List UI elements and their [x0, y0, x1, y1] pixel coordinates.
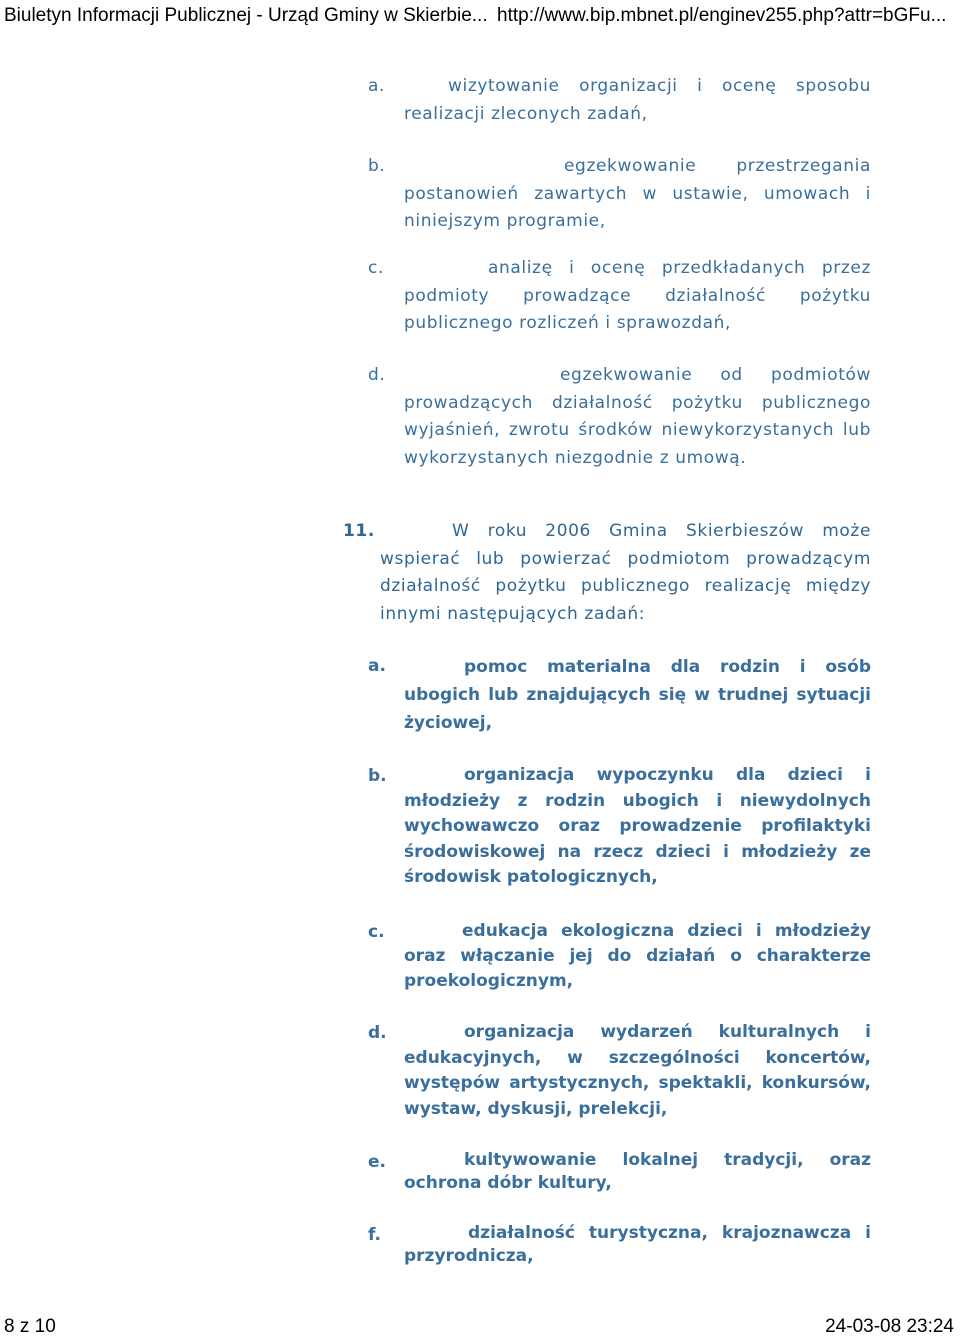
list-item-text: wizytowanie organizacji i ocenę sposobu realizacji zleconych zadań,: [404, 76, 871, 124]
page-number: 8 z 10: [4, 1316, 56, 1337]
print-datetime: 24-03-08 23:24: [825, 1316, 954, 1337]
list-item-text: egzekwowanie od podmiotów prowadzących działalność pożytku publicznego wyjaśnień, zwrotu środków niewykorzystanych lub wykorzystanych niezgodnie z umową.: [404, 365, 871, 468]
list-item-text: kultywowanie lokalnej tradycji, oraz ochrona dóbr kultury,: [404, 1150, 871, 1193]
list-marker: c.: [368, 258, 384, 278]
list-marker: a.: [368, 76, 386, 96]
browser-print-header: [0, 0, 960, 36]
list-item-text: organizacja wypoczynku dla dzieci i młodzieży z rodzin ubogich i niewydolnych wychowawczo oraz prowadzenie profilaktyki środowiskowej na rzecz dzieci i młodzieży ze środowisk patologicznych,: [404, 765, 871, 887]
list-item-text: edukacja ekologiczna dzieci i młodzieży oraz włączanie jej do działań o charakterze proekologicznym,: [404, 921, 871, 991]
list-item-text: analizę i ocenę przedkładanych przez podmioty prowadzące działalność pożytku publicznego rozliczeń i sprawozdań,: [404, 258, 871, 333]
list-item-text: organizacja wydarzeń kulturalnych i edukacyjnych, w szczególności koncertów, występów artystycznych, spektakli, konkursów, wystaw, dyskusji, prelekcji,: [404, 1022, 871, 1119]
list-marker: a.: [368, 656, 386, 676]
list-item-text: działalność turystyczna, krajoznawcza i przyrodnicza,: [404, 1223, 871, 1266]
list-marker: d.: [368, 1023, 387, 1043]
list-marker: d.: [368, 365, 386, 385]
list-marker: e.: [368, 1152, 386, 1172]
list-marker: b.: [368, 766, 387, 786]
list-item-text: egzekwowanie przestrzegania postanowień zawartych w ustawie, umowach i niniejszym programie,: [404, 156, 871, 231]
list-marker: f.: [368, 1225, 381, 1245]
section-number: 11.: [343, 521, 375, 541]
section-text: W roku 2006 Gmina Skierbieszów może wspierać lub powierzać podmiotom prowadzącym działalność pożytku publicznego realizację między innymi następujących zadań:: [380, 521, 871, 624]
list-marker: c.: [368, 922, 385, 942]
list-marker: b.: [368, 156, 386, 176]
page-url: http://www.bip.mbnet.pl/enginev255.php?attr=bGFu...: [497, 5, 947, 26]
list-item-text: pomoc materialna dla rodzin i osób ubogich lub znajdujących się w trudnej sytuacji życiowej,: [404, 657, 871, 733]
page-title: Biuletyn Informacji Publicznej - Urząd Gminy w Skierbie...: [4, 5, 488, 26]
browser-print-footer: [0, 1316, 960, 1338]
